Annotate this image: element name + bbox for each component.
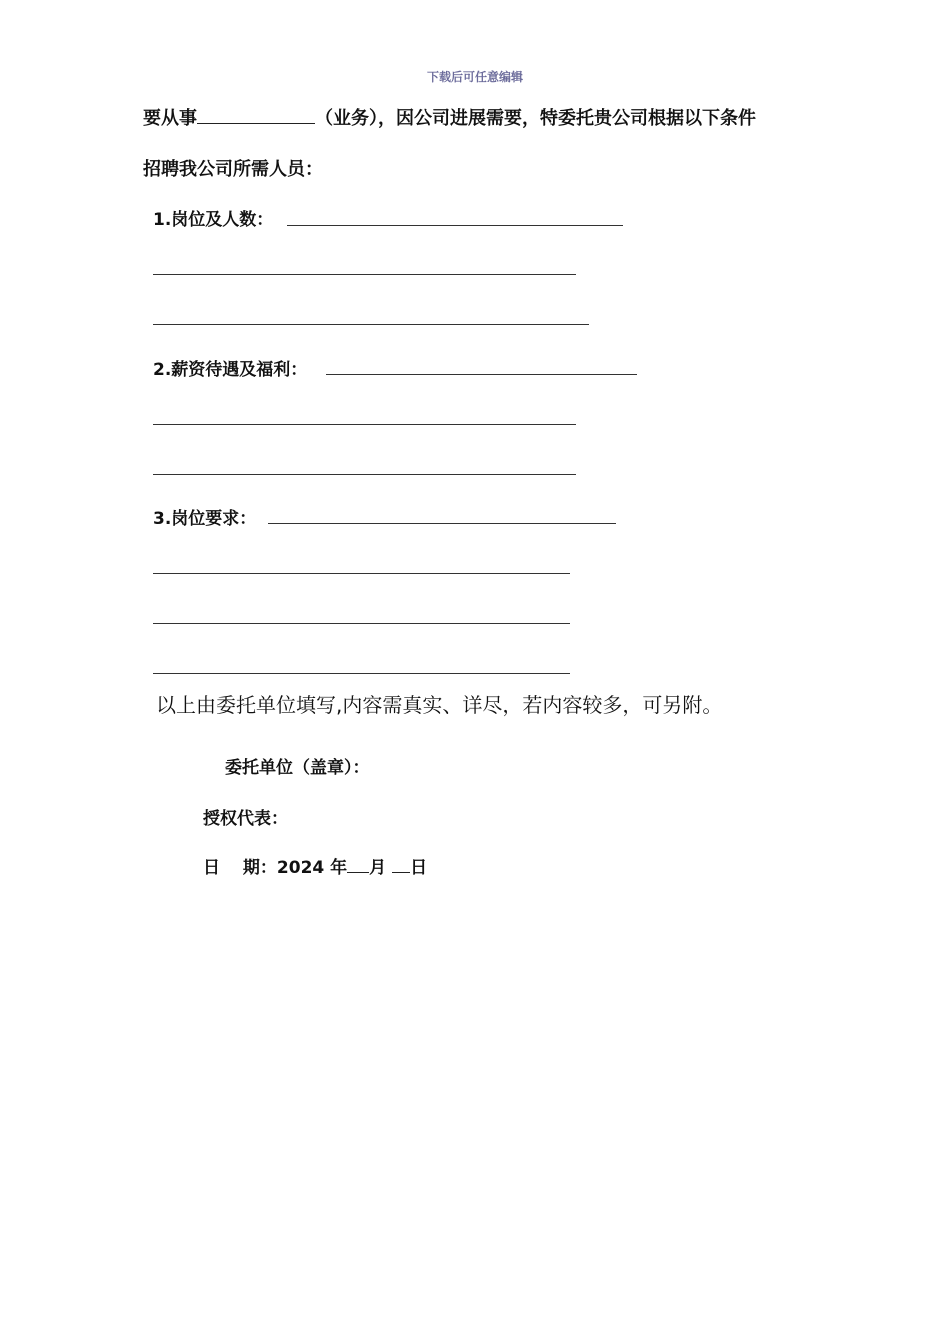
entrusting-unit-label: 委托单位（盖章）： xyxy=(225,758,370,778)
business-blank[interactable] xyxy=(197,107,315,124)
intro-part-2: （业务），因公司进展需要，特委托贵公司根据以下条件 xyxy=(315,108,756,129)
section-2-field-line-2[interactable] xyxy=(153,424,576,425)
section-2-field-line-3[interactable] xyxy=(153,474,576,475)
section-3-field-line-3[interactable] xyxy=(153,623,570,624)
section-3-label: 3.岗位要求： xyxy=(153,509,257,529)
section-3-field-line-4[interactable] xyxy=(153,673,570,674)
intro-part-1: 要从事 xyxy=(143,108,197,129)
section-1-field-line-3[interactable] xyxy=(153,324,589,325)
section-3-field-line-2[interactable] xyxy=(153,573,570,574)
day-blank[interactable] xyxy=(392,858,410,873)
section-1-field-line-1[interactable] xyxy=(287,225,623,226)
month-label: 月 xyxy=(369,858,387,878)
header-note: 下载后可任意编辑 xyxy=(426,70,523,84)
intro-line-2: 招聘我公司所需人员： xyxy=(143,159,323,180)
month-blank[interactable] xyxy=(347,858,369,873)
authorized-rep-label: 授权代表： xyxy=(203,809,288,829)
notice-text: 以上由委托单位填写,内容需真实、详尽，若内容较多，可另附。 xyxy=(156,693,723,717)
section-2-field-line-1[interactable] xyxy=(326,374,637,375)
day-label: 日 xyxy=(410,858,428,878)
intro-line-1 xyxy=(143,104,756,130)
section-1-label: 1.岗位及人数： xyxy=(153,210,274,230)
date-prefix: 日 期：2024 年 xyxy=(203,858,348,878)
section-1-field-line-2[interactable] xyxy=(153,274,576,275)
date-line xyxy=(203,853,427,878)
section-2-label: 2.薪资待遇及福利： xyxy=(153,360,308,380)
section-3-field-line-1[interactable] xyxy=(268,523,616,524)
